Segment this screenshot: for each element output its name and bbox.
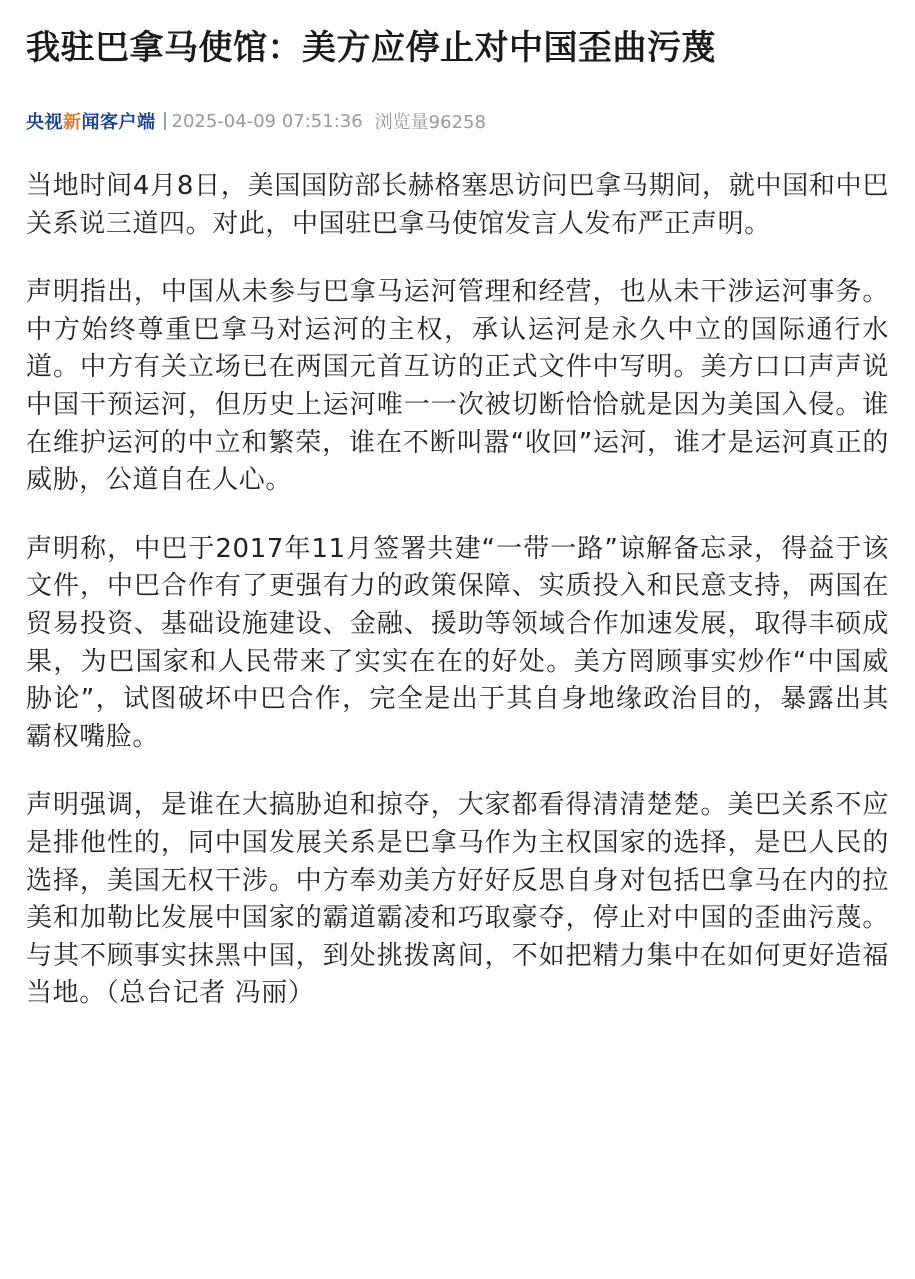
source-logo-part3: 闻客户端 [81,112,156,133]
article-title: 我驻巴拿马使馆：美方应停止对中国歪曲污蔑 [26,28,716,68]
view-count: 浏览量96258 [374,112,486,133]
source-logo-part2: 新 [63,112,82,133]
article-meta [26,107,889,135]
article-paragraph-2: 声明指出，中国从未参与巴拿马运河管理和经营，也从未干涉运河事务。中方始终尊重巴拿马对运河的主权，承认运河是永久中立的国际通行水道。中方有关立场已在两国元首互访的正式文件中写明。美方口口声声说中国干预运河，但历史上运河唯一一次被切断恰恰就是因为美国入侵。谁在维护运河的中立和繁荣，谁在不断叫嚣“收回”运河，谁才是运河真正的威胁，公道自在人心。 [26,277,889,496]
source-logo-part1: 央视 [26,112,63,133]
article-paragraph-1: 当地时间4月8日，美国国防部长赫格塞思访问巴拿马期间，就中国和中巴关系说三道四。对此，中国驻巴拿马使馆发言人发布严正声明。 [26,171,889,239]
meta-divider [164,112,166,130]
article-body [26,168,889,1013]
article-paragraph-4: 声明强调，是谁在大搞胁迫和掠夺，大家都看得清清楚楚。美巴关系不应是排他性的，同中国发展关系是巴拿马作为主权国家的选择，是巴人民的选择，美国无权干涉。中方奉劝美方好好反思自身对包括巴拿马在内的拉美和加勒比发展中国家的霸道霸凌和巧取豪夺，停止对中国的歪曲污蔑。与其不顾事实抹黑中国，到处挑拨离间，不如把精力集中在如何更好造福当地。（总台记者 冯丽） [26,790,889,1009]
publish-datetime: 2025-04-09 07:51:36 [171,110,363,132]
article-paragraph-3: 声明称，中巴于2017年11月签署共建“一带一路”谅解备忘录，得益于该文件，中巴合作有了更强有力的政策保障、实质投入和民意支持，两国在贸易投资、基础设施建设、金融、援助等领域合作加速发展，取得丰硕成果，为巴国家和人民带来了实实在在的好处。美方罔顾事实炒作“中国威胁论”，试图破坏中巴合作，完全是出于其自身地缘政治目的，暴露出其霸权嘴脸。 [26,533,889,752]
source-logo[interactable] [26,108,156,134]
